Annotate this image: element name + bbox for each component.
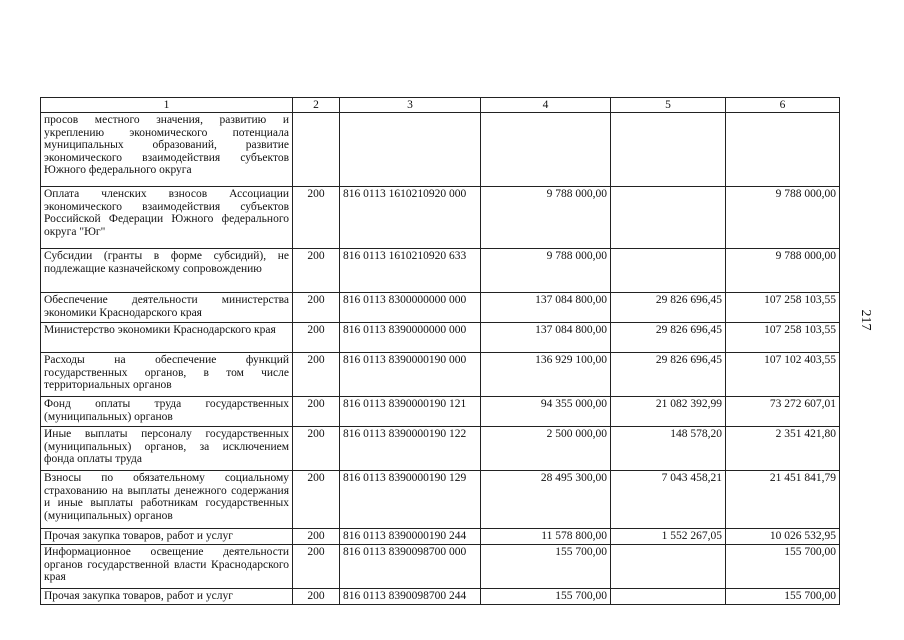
row-plan-amount-cell: 136 929 100,00	[481, 353, 611, 397]
row-code-cell	[293, 113, 340, 187]
row-name-cell: Расходы на обеспечение функций государственных органов, в том числе территориальных органов	[41, 353, 293, 397]
row-total-amount-cell: 155 700,00	[726, 545, 840, 589]
row-change-amount-cell	[611, 249, 726, 293]
row-kbk-cell: 816 0113 8300000000 000	[340, 293, 481, 323]
row-plan-amount-cell: 137 084 800,00	[481, 293, 611, 323]
row-kbk-cell	[340, 113, 481, 187]
row-total-amount-cell: 73 272 607,01	[726, 397, 840, 427]
row-total-amount-cell: 107 258 103,55	[726, 323, 840, 353]
row-kbk-cell: 816 0113 8390000000 000	[340, 323, 481, 353]
column-header-6: 6	[726, 98, 840, 113]
row-total-amount-cell: 155 700,00	[726, 589, 840, 605]
row-change-amount-cell: 21 082 392,99	[611, 397, 726, 427]
row-kbk-cell: 816 0113 8390000190 122	[340, 427, 481, 471]
row-change-amount-cell: 29 826 696,45	[611, 323, 726, 353]
row-code-cell: 200	[293, 249, 340, 293]
column-header-4: 4	[481, 98, 611, 113]
row-total-amount-cell: 9 788 000,00	[726, 187, 840, 249]
row-plan-amount-cell: 28 495 300,00	[481, 471, 611, 529]
row-name-cell: Фонд оплаты труда государственных (муниципальных) органов	[41, 397, 293, 427]
row-code-cell: 200	[293, 187, 340, 249]
budget-table	[40, 97, 840, 605]
row-code-cell: 200	[293, 589, 340, 605]
row-plan-amount-cell: 2 500 000,00	[481, 427, 611, 471]
row-code-cell: 200	[293, 427, 340, 471]
table-row	[41, 397, 840, 427]
row-plan-amount-cell: 11 578 800,00	[481, 529, 611, 545]
row-code-cell: 200	[293, 353, 340, 397]
row-plan-amount-cell: 155 700,00	[481, 545, 611, 589]
table-row	[41, 249, 840, 293]
row-name-cell: Оплата членских взносов Ассоциации экономического взаимодействия субъектов Российской Федерации Южного федерального округа "Юг"	[41, 187, 293, 249]
table-row	[41, 471, 840, 529]
row-code-cell: 200	[293, 293, 340, 323]
row-name-cell: Иные выплаты персоналу государственных (муниципальных) органов, за исключением фонда оплаты труда	[41, 427, 293, 471]
row-change-amount-cell	[611, 187, 726, 249]
row-change-amount-cell: 29 826 696,45	[611, 293, 726, 323]
row-code-cell: 200	[293, 545, 340, 589]
column-header-5: 5	[611, 98, 726, 113]
table-row	[41, 589, 840, 605]
column-number-row	[41, 98, 840, 113]
row-change-amount-cell: 29 826 696,45	[611, 353, 726, 397]
row-total-amount-cell: 9 788 000,00	[726, 249, 840, 293]
row-name-cell: Обеспечение деятельности министерства экономики Краснодарского края	[41, 293, 293, 323]
row-change-amount-cell: 1 552 267,05	[611, 529, 726, 545]
row-plan-amount-cell: 9 788 000,00	[481, 249, 611, 293]
row-name-cell: Прочая закупка товаров, работ и услуг	[41, 589, 293, 605]
row-kbk-cell: 816 0113 8390000190 129	[340, 471, 481, 529]
row-name-cell: Министерство экономики Краснодарского края	[41, 323, 293, 353]
row-kbk-cell: 816 0113 8390000190 000	[340, 353, 481, 397]
table-row	[41, 113, 840, 187]
table-row	[41, 187, 840, 249]
table-row	[41, 353, 840, 397]
row-plan-amount-cell: 9 788 000,00	[481, 187, 611, 249]
row-code-cell: 200	[293, 397, 340, 427]
row-code-cell: 200	[293, 529, 340, 545]
table-row	[41, 529, 840, 545]
row-kbk-cell: 816 0113 8390000190 121	[340, 397, 481, 427]
table-row	[41, 545, 840, 589]
table-row	[41, 323, 840, 353]
row-plan-amount-cell: 155 700,00	[481, 589, 611, 605]
row-kbk-cell: 816 0113 8390098700 244	[340, 589, 481, 605]
row-name-cell: Субсидии (гранты в форме субсидий), не подлежащие казначейскому сопровождению	[41, 249, 293, 293]
table-body	[41, 98, 840, 605]
row-name-cell: Прочая закупка товаров, работ и услуг	[41, 529, 293, 545]
column-header-2: 2	[293, 98, 340, 113]
row-change-amount-cell	[611, 545, 726, 589]
row-total-amount-cell: 2 351 421,80	[726, 427, 840, 471]
column-header-3: 3	[340, 98, 481, 113]
row-kbk-cell: 816 0113 8390000190 244	[340, 529, 481, 545]
row-change-amount-cell: 148 578,20	[611, 427, 726, 471]
row-plan-amount-cell: 137 084 800,00	[481, 323, 611, 353]
table-row	[41, 427, 840, 471]
row-total-amount-cell: 21 451 841,79	[726, 471, 840, 529]
row-total-amount-cell: 10 026 532,95	[726, 529, 840, 545]
row-total-amount-cell: 107 102 403,55	[726, 353, 840, 397]
page-number: 217	[858, 309, 873, 331]
row-name-cell: просов местного значения, развитию и укреплению экономического потенциала муниципальных образований, развитие экономического взаимодействия субъектов Южного федерального округа	[41, 113, 293, 187]
row-name-cell: Информационное освещение деятельности органов государственной власти Краснодарского края	[41, 545, 293, 589]
row-name-cell: Взносы по обязательному социальному страхованию на выплаты денежного содержания и иные выплаты работникам государственных (муниципальных) органов	[41, 471, 293, 529]
row-plan-amount-cell: 94 355 000,00	[481, 397, 611, 427]
row-code-cell: 200	[293, 323, 340, 353]
table-row	[41, 293, 840, 323]
row-kbk-cell: 816 0113 1610210920 000	[340, 187, 481, 249]
row-total-amount-cell: 107 258 103,55	[726, 293, 840, 323]
row-total-amount-cell	[726, 113, 840, 187]
row-kbk-cell: 816 0113 1610210920 633	[340, 249, 481, 293]
column-header-1: 1	[41, 98, 293, 113]
row-change-amount-cell	[611, 113, 726, 187]
row-plan-amount-cell	[481, 113, 611, 187]
row-change-amount-cell	[611, 589, 726, 605]
row-change-amount-cell: 7 043 458,21	[611, 471, 726, 529]
row-kbk-cell: 816 0113 8390098700 000	[340, 545, 481, 589]
row-code-cell: 200	[293, 471, 340, 529]
